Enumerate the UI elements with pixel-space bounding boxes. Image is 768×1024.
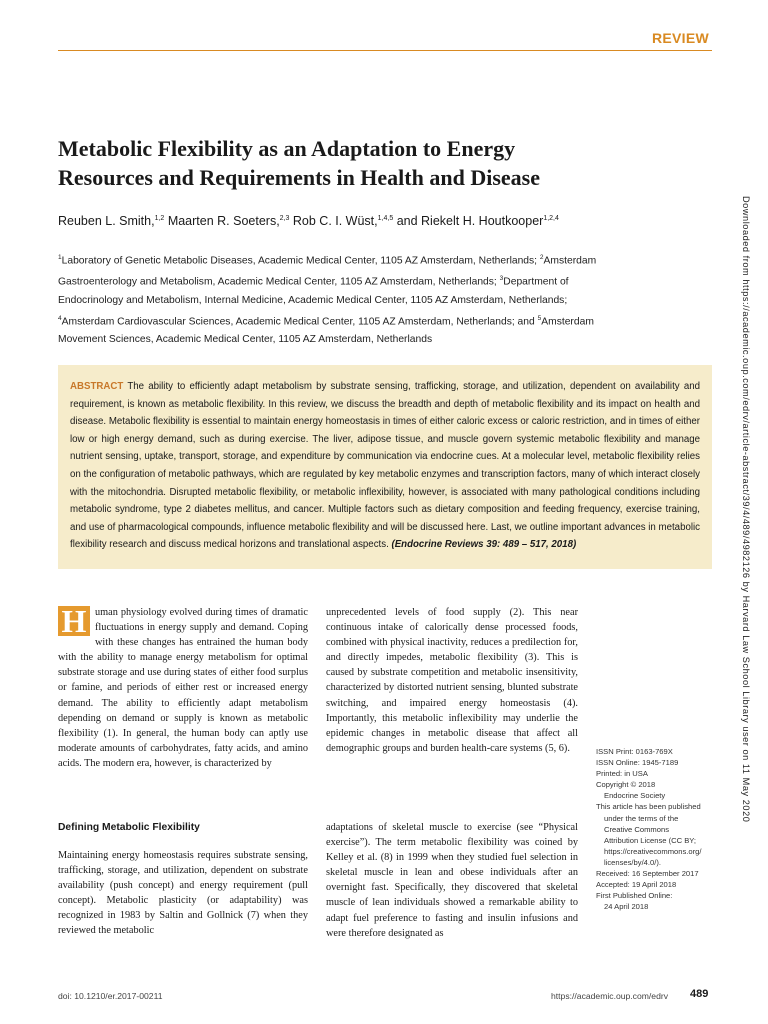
- download-note: [737, 196, 751, 996]
- affiliation: Amsterdam Movement Sciences, Academic Medical Center, 1105 AZ Amsterdam, Netherlands: [58, 316, 594, 346]
- author: and Riekelt H. Houtkooper$^{1,2,4}$: [396, 214, 559, 229]
- intro-paragraph-col1: H uman physiology evolved during times of dramatic fluctuations in energy supply and demand. Coping with these changes has entrained the human body with the ability to manage energy metabolism for optimal substrate storage and use during states of either food surplus or famine, and periods of either rest or increased energy demand. The ability to efficiently adapt metabolism depending on demand or supply is known as metabolic flexibility (1). In general, the human body can aptly use moderate amounts of carbohydrates, fatty acids, and amino acids. The modern era, however, is characterized by: [58, 603, 308, 769]
- abstract-citation: (Endocrine Reviews 39: 489 – 517, 2018): [391, 539, 577, 551]
- license-line: This article has been published: [596, 802, 701, 812]
- first-published: First Published Online:: [596, 891, 673, 901]
- page-number: 489: [690, 988, 709, 1000]
- author-list: [58, 211, 618, 229]
- abstract-label: ABSTRACT: [70, 381, 124, 392]
- abstract: [70, 378, 700, 554]
- intro-paragraph-col2: unprecedented levels of food supply (2). This near continuous intake of calorically dense processed foods, combined with physical inactivity, reduces a predilection for, and directly impedes, metabolic flexibility (3). This is caused by substrate competition and metabolic insensitivity, characterized by distorted nutrient sensing, blunted substrate switching, and impaired energy homeostasis (4). Importantly, this metabolic inflexibility may underlie the epidemic changes in metabolic disease that affect all demographic groups and burden health-care systems (5, 6).: [326, 607, 578, 754]
- author: Rob C. I. Wüst,$^{1,4,5}$: [292, 214, 394, 229]
- affiliation: Amsterdam Cardiovascular Sciences, Academic Medical Center, 1105 AZ Amsterdam, Netherlands; and: [61, 316, 535, 328]
- license-link[interactable]: https://creativecommons.org/: [604, 846, 702, 856]
- article-title: Metabolic Flexibility as an Adaptation to Energy Resources and Requirements in Health and Disease: [58, 136, 540, 190]
- first-published-date: 24 April 2018: [604, 902, 649, 912]
- section-paragraph-col2: adaptations of skeletal muscle to exercise (see “Physical exercise”). The term metabolic flexibility was coined by Kelley et al. (8) in 1999 when they studied fuel selection in skeletal muscle in lean and obese individuals after an overnight fast. Specifically, they discovered that skeletal muscle of lean individuals showed a remarkable ability to adapt fuel preference to fasting and insulin infusions and were therefore designated as: [326, 822, 578, 939]
- copyright: Copyright © 2018: [596, 780, 656, 790]
- author: Reuben L. Smith,$^{1,2}$: [58, 214, 165, 229]
- printed-in: Printed: in USA: [596, 769, 648, 779]
- section-label: REVIEW: [652, 30, 710, 46]
- received-date: Received: 16 September 2017: [596, 869, 699, 879]
- license-line: under the terms of the: [604, 813, 679, 823]
- header-rule: [58, 50, 712, 51]
- license-line: Creative Commons: [604, 824, 669, 834]
- drop-cap: H: [58, 606, 90, 636]
- footer-url[interactable]: https://academic.oup.com/edrv: [551, 991, 669, 1001]
- society: Endocrine Society: [604, 791, 666, 801]
- section-heading: Defining Metabolic Flexibility: [58, 822, 200, 833]
- accepted-date: Accepted: 19 April 2018: [596, 880, 677, 890]
- affiliation: Amsterdam Gastroenterology and Metabolism, Academic Medical Center, 1105 AZ Amsterdam, Netherlands;: [58, 255, 597, 288]
- license-line: Attribution License (CC BY;: [604, 835, 696, 845]
- section-paragraph-col1: Maintaining energy homeostasis requires substrate sensing, trafficking, storage, and utilization, dependent on substrate availability (push concept) and energy requirement (pull concept). Metabolic plasticity (or adaptability) was recognized in 1983 by Saltin and Gollnick (7) when they reviewed the metabolic: [58, 850, 308, 937]
- affiliation: Laboratory of Genetic Metabolic Diseases, Academic Medical Center, 1105 AZ Amsterdam, Netherlands;: [61, 255, 538, 267]
- affiliation: Department of Endocrinology and Metabolism, Internal Medicine, Academic Medical Center, 1105 AZ Amsterdam, Netherlands;: [58, 276, 569, 306]
- issn-print: ISSN Print: 0163-769X: [596, 747, 673, 756]
- footer-doi[interactable]: doi: 10.1210/er.2017-00211: [58, 991, 163, 1001]
- download-note-text: Downloaded from https://academic.oup.com/edrv/article-abstract/39/4/489/4982126 by Harvard Law School Library user on 11 May 2020: [741, 196, 751, 823]
- abstract-body: The ability to efficiently adapt metabolism by substrate sensing, trafficking, storage, and utilization, dependent on availability and requirement, is known as metabolic flexibility. In this review, we discuss the breadth and depth of metabolic flexibility and its impact on health and disease. Metabolic flexibility is essential to maintain energy homeostasis in times of either caloric excess or caloric restriction, and in times of either low or high energy demand, such as during exercise. The liver, adipose tissue, and muscle govern systemic metabolic flexibility and manage nutrient sensing, uptake, transport, storage, and expenditure by communication via endocrine cues. At a molecular level, metabolic flexibility relies on the configuration of metabolic pathways, which are regulated by key metabolic enzymes and transcription factors, many of which interact closely with the mitochondria. Disrupted metabolic flexibility, or metabolic inflexibility, however, is associated with many pathological conditions including metabolic syndrome, type 2 diabetes mellitus, and cancer. Multiple factors such as dietary composition and feeding frequency, exercise training, and use of pharmacological compounds, influence metabolic flexibility and will be discussed here. Last, we outline important advances in metabolic flexibility research and discuss medical horizons and translational aspects.: [70, 381, 701, 551]
- author: Maarten R. Soeters,$^{2,3}$: [167, 214, 290, 229]
- issn-online: ISSN Online: 1945-7189: [596, 758, 679, 768]
- publication-info: [596, 746, 726, 912]
- affiliations: $^1$Laboratory of Genetic Metabolic Diseases, Academic Medical Center, 1105 AZ Amsterdam, Netherlands; $^2$Amsterdam Gastroenterology and Metabolism, Academic Medical Center, 1105 AZ Amsterdam, Netherlands; $^3$Department of Endocrinology and Metabolism, Internal Medicine, Academic Medical Center, 1105 AZ Amsterdam, Netherlands; $^4$Amsterdam Cardiovascular Sciences, Academic Medical Center, 1105 AZ Amsterdam, Netherlands; and $^5$Amsterdam Movement Sciences, Academic Medical Center, 1105 AZ Amsterdam, Netherlands: [58, 254, 597, 346]
- license-link[interactable]: licenses/by/4.0/).: [604, 857, 661, 867]
